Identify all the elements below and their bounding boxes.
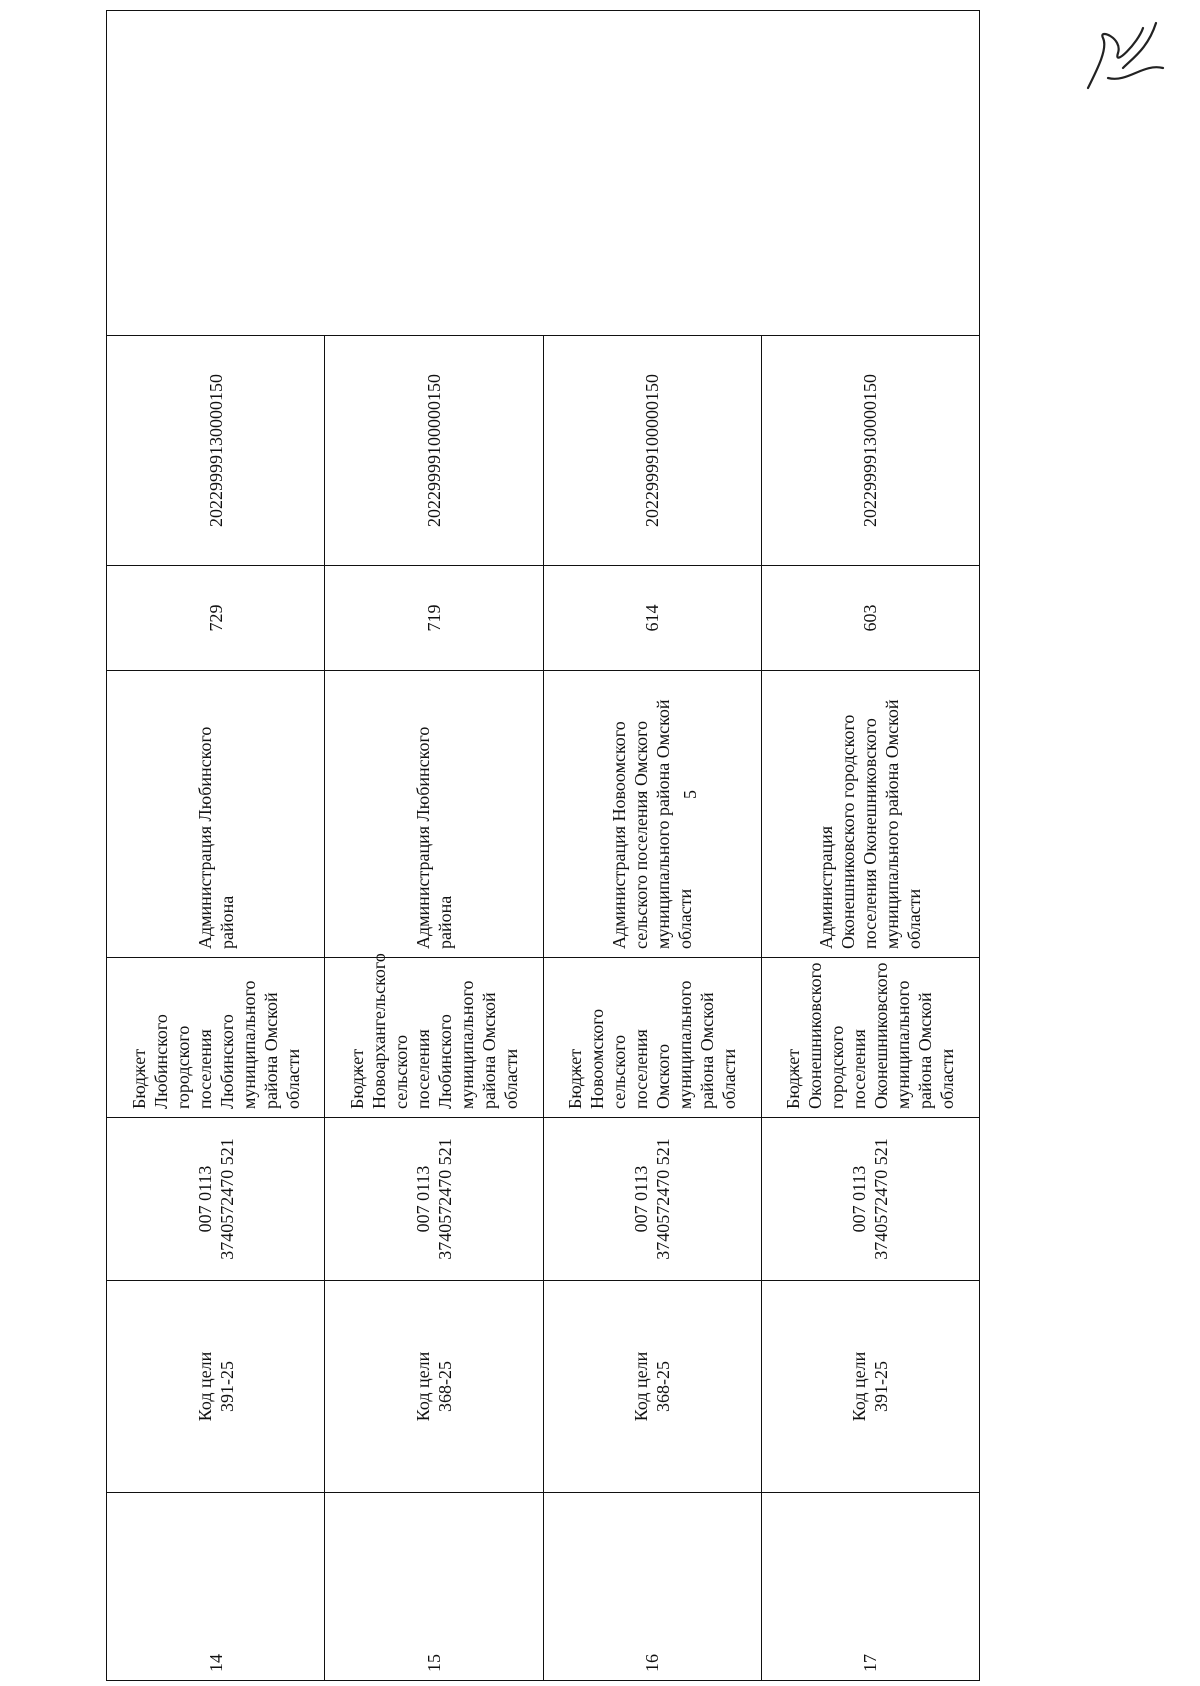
budget-cell-line: поселения	[849, 1029, 870, 1109]
budget-cell-line: муниципального	[675, 980, 696, 1109]
administrator-cell-line: Администрация Любинского	[194, 726, 215, 949]
kbk-cell-line: 007 0113	[631, 1165, 652, 1233]
administrator-cell-line: области	[675, 888, 696, 949]
budget-cell-line: Бюджет	[346, 1048, 367, 1109]
goal-code-cell-line: Код цели	[194, 1351, 215, 1422]
budget-cell-line: муниципального	[893, 980, 914, 1109]
administrator-cell-line: муниципального района Омской	[653, 699, 674, 949]
administrator-cell	[761, 671, 979, 958]
budget-cell-line: Оконешниковского	[871, 962, 892, 1109]
goal-code-cell-line: Код цели	[412, 1351, 433, 1422]
budget-cell-line: городского	[827, 1025, 848, 1109]
subsidy-table	[106, 10, 980, 1681]
goal-code-cell-line: 368-25	[434, 1361, 455, 1412]
row-number: 16	[543, 1493, 761, 1681]
income-code-cell: 20229999100000150	[543, 336, 761, 566]
goal-code-cell	[325, 1281, 543, 1493]
empty-merged-cell	[107, 11, 980, 336]
administrator-cell-line: сельского поселения Омского	[631, 720, 652, 949]
kbk-cell	[543, 1118, 761, 1281]
page-number: 5	[680, 790, 700, 799]
administrator-cell-line: района	[434, 895, 455, 949]
budget-cell-line: района Омской	[697, 992, 718, 1109]
row-number: 15	[325, 1493, 543, 1681]
administrator-cell-line: Администрация	[816, 825, 837, 949]
grbs-code-cell: 603	[761, 566, 979, 671]
budget-cell-line: Новоомского	[587, 1008, 608, 1109]
budget-cell	[543, 958, 761, 1118]
budget-cell-line: района Омской	[915, 992, 936, 1109]
administrator-cell-line: Администрация Новоомского	[609, 721, 630, 949]
administrator-cell	[543, 671, 761, 958]
goal-code-cell	[761, 1281, 979, 1493]
kbk-cell	[107, 1118, 325, 1281]
kbk-cell-line: 3740572470 521	[653, 1138, 674, 1260]
goal-code-cell-line: 391-25	[871, 1361, 892, 1412]
goal-code-cell-line: 391-25	[216, 1361, 237, 1412]
budget-cell-line: муниципального	[238, 980, 259, 1109]
budget-cell-line: Бюджет	[783, 1048, 804, 1109]
budget-cell-line: Любинского	[216, 1014, 237, 1109]
budget-cell	[107, 958, 325, 1118]
table-row	[107, 11, 325, 1681]
kbk-cell-line: 007 0113	[412, 1165, 433, 1233]
budget-cell-line: района Омской	[260, 992, 281, 1109]
budget-cell-line: городского	[172, 1025, 193, 1109]
budget-cell-line: Бюджет	[565, 1048, 586, 1109]
goal-code-cell-line: Код цели	[631, 1351, 652, 1422]
grbs-code-cell: 719	[325, 566, 543, 671]
administrator-cell-line: области	[904, 888, 925, 949]
goal-code-cell-line: Код цели	[849, 1351, 870, 1422]
budget-cell-line: муниципального	[456, 980, 477, 1109]
goal-code-cell-line: 368-25	[653, 1361, 674, 1412]
budget-cell-line: района Омской	[478, 992, 499, 1109]
administrator-cell	[325, 671, 543, 958]
kbk-cell	[761, 1118, 979, 1281]
row-number: 14	[107, 1493, 325, 1681]
administrator-cell	[107, 671, 325, 958]
income-code-cell: 20229999130000150	[761, 336, 979, 566]
administrator-cell-line: Оконешниковского городского	[838, 714, 859, 949]
budget-cell-line: Оконешниковского	[805, 962, 826, 1109]
budget-cell-line: области	[719, 1048, 740, 1109]
budget-cell-line: области	[937, 1048, 958, 1109]
administrator-cell-line: района	[216, 895, 237, 949]
administrator-cell-line: поселения Оконешниковского	[860, 718, 881, 949]
budget-cell-line: Любинского	[434, 1014, 455, 1109]
budget-cell-line: Омского	[653, 1043, 674, 1109]
rotated-table-wrapper	[106, 11, 980, 1681]
budget-cell-line: сельского поселения	[609, 1029, 652, 1109]
budget-cell	[761, 958, 979, 1118]
goal-code-cell	[543, 1281, 761, 1493]
budget-cell-line: поселения	[194, 1029, 215, 1109]
budget-cell-line: области	[282, 1048, 303, 1109]
row-number: 17	[761, 1493, 979, 1681]
handwritten-signature	[1068, 8, 1168, 98]
income-code-cell: 20229999100000150	[325, 336, 543, 566]
grbs-code-cell: 729	[107, 566, 325, 671]
grbs-code-cell: 614	[543, 566, 761, 671]
kbk-cell	[325, 1118, 543, 1281]
budget-cell	[325, 953, 543, 1118]
kbk-cell-line: 3740572470 521	[871, 1138, 892, 1260]
budget-cell-line: сельского поселения	[390, 1029, 433, 1109]
budget-cell-line: области	[500, 1048, 521, 1109]
budget-cell-line: Новоархангельского	[368, 953, 389, 1109]
budget-cell-line: Бюджет Любинского	[128, 1014, 171, 1109]
administrator-cell-line: муниципального района Омской	[882, 699, 903, 949]
kbk-cell-line: 007 0113	[849, 1165, 870, 1233]
kbk-cell-line: 3740572470 521	[434, 1138, 455, 1260]
kbk-cell-line: 3740572470 521	[216, 1138, 237, 1260]
kbk-cell-line: 007 0113	[194, 1165, 215, 1233]
administrator-cell-line: Администрация Любинского	[412, 726, 433, 949]
goal-code-cell	[107, 1281, 325, 1493]
income-code-cell: 20229999130000150	[107, 336, 325, 566]
